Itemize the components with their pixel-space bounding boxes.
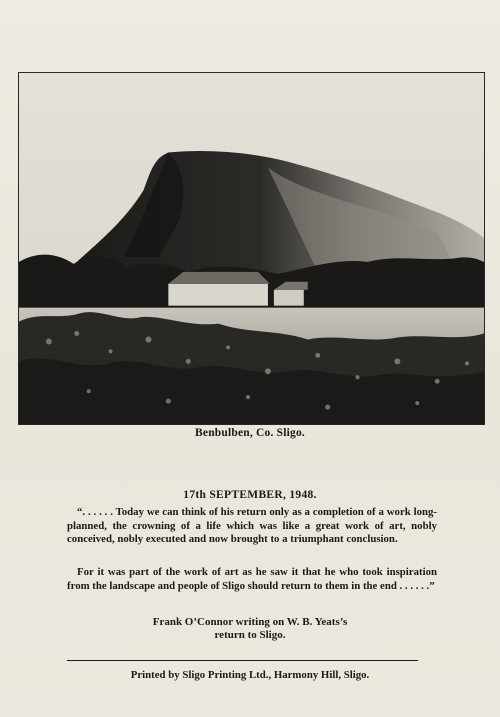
attribution-line-1: Frank O’Connor writing on W. B. Yeats’s — [152, 616, 348, 628]
quote-paragraph-2: For it was part of the work of art as he saw it that he who took inspiration from the landscape and people of Sligo should return to them in the end . . . . . .” — [67, 566, 437, 592]
benbulben-photo-image — [19, 73, 484, 424]
benbulben-photograph — [18, 72, 485, 425]
quote-paragraph-1: “. . . . . . Today we can think of his return only as a completion of a work long-planned, the crowning of a life which was like a great work of art, nobly conceived, nobly executed and now brought to a triumphant conclusion. — [67, 506, 437, 546]
printer-credit: Printed by Sligo Printing Ltd., Harmony Hill, Sligo. — [130, 669, 370, 681]
attribution-line-2: return to Sligo. — [214, 629, 286, 641]
footer-divider — [67, 660, 418, 661]
photo-caption: Benbulben, Co. Sligo. — [195, 427, 305, 439]
event-date: 17th SEPTEMBER, 1948. — [183, 489, 317, 501]
